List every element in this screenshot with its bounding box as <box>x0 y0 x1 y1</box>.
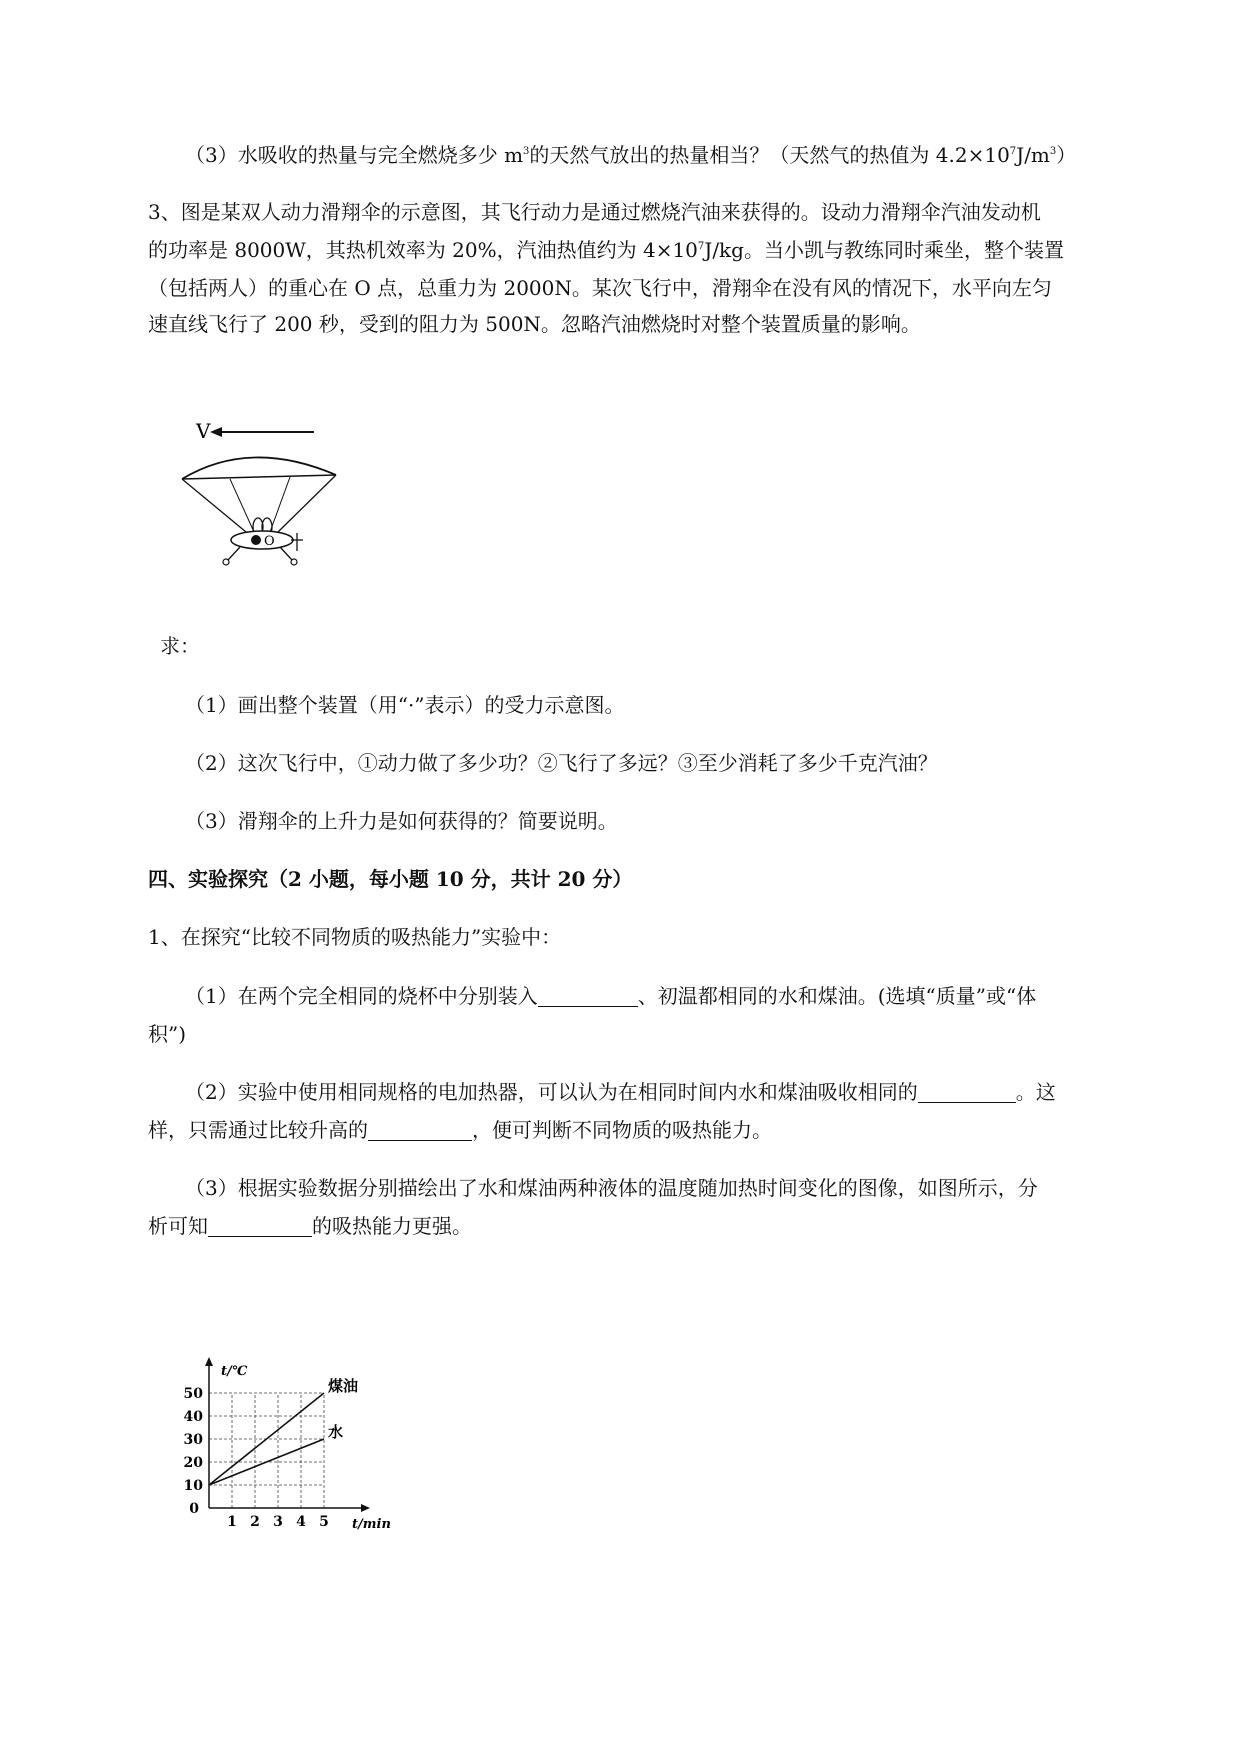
text-segment: J/m <box>1016 143 1050 167</box>
text-segment: 析可知 <box>148 1214 208 1238</box>
experiment-1-intro: 1、在探究“比较不同物质的吸热能力”实验中： <box>148 925 562 949</box>
y-tick-label: 40 <box>183 1409 203 1425</box>
question-3-line-4: 速直线飞行了 200 秒，受到的阻力为 500N。忽略汽油燃烧时对整个装置质量的影响。 <box>148 312 921 336</box>
y-tick-label: 20 <box>183 1455 203 1471</box>
ask-label: 求： <box>160 634 200 658</box>
section-4-title: 四、实验探究（2 小题，每小题 10 分，共计 20 分） <box>148 867 633 891</box>
superscript: 7 <box>1009 146 1017 157</box>
text-segment: 的吸热能力更强。 <box>312 1214 472 1238</box>
landing-gear <box>228 547 240 560</box>
x-axis-arrowhead <box>361 1504 370 1512</box>
series-label: 水 <box>328 1423 344 1441</box>
landing-gear <box>280 547 292 560</box>
question-3-line-2 <box>148 232 1158 268</box>
superscript: 7 <box>697 241 705 252</box>
y-tick-label: 10 <box>183 1478 203 1494</box>
center-dot <box>251 535 261 545</box>
wheel <box>291 559 297 565</box>
text-segment: ） <box>1056 143 1077 167</box>
y-tick-label: 30 <box>183 1432 203 1448</box>
text-segment: （1）在两个完全相同的烧杯中分别装入 <box>185 984 538 1008</box>
x-tick-label: 4 <box>296 1514 306 1530</box>
question-3-line-1: 3、图是某双人动力滑翔伞的示意图，其飞行动力是通过燃烧汽油来获得的。设动力滑翔伞汽油发动机 <box>148 200 1041 224</box>
temperature-time-chart <box>165 1340 405 1540</box>
y-axis-arrowhead <box>205 1357 213 1366</box>
text-segment: （3）水吸收的热量与完全燃烧多少 m <box>185 143 524 167</box>
experiment-1-sub-3: （3）根据实验数据分别描绘出了水和煤油两种液体的温度随加热时间变化的图像，如图所示，分 <box>185 1176 1038 1200</box>
text-segment: 样，只需通过比较升高的 <box>148 1118 368 1142</box>
question-2-part-3 <box>185 137 1160 173</box>
experiment-1-sub-3-cont <box>148 1208 1158 1244</box>
suspension-line <box>230 479 254 532</box>
suspension-line <box>182 479 246 532</box>
origin-label: 0 <box>189 1501 199 1517</box>
superscript: 3 <box>1049 146 1057 157</box>
text-segment: （2）实验中使用相同规格的电加热器，可以认为在相同时间内水和煤油吸收相同的 <box>185 1080 918 1104</box>
y-axis-label: t/℃ <box>221 1364 248 1379</box>
question-3-sub-3: （3）滑翔伞的上升力是如何获得的？简要说明。 <box>185 809 618 833</box>
text-segment: J/kg。当小凯与教练同时乘坐，整个装置 <box>704 238 1064 262</box>
text-segment: 的天然气放出的热量相当？（天然气的热值为 4.2×10 <box>529 143 1010 167</box>
experiment-1-sub-1 <box>185 978 1160 1014</box>
y-tick-label: 50 <box>183 1386 203 1402</box>
x-tick-label: 1 <box>227 1514 237 1530</box>
x-tick-label: 5 <box>319 1514 329 1530</box>
experiment-1-sub-1-cont: 积”) <box>148 1022 187 1046</box>
answer-blank[interactable] <box>368 1116 472 1141</box>
question-3-sub-1: （1）画出整个装置（用“·”表示）的受力示意图。 <box>185 693 625 717</box>
text-segment: ，便可判断不同物质的吸热能力。 <box>472 1118 772 1142</box>
text-segment: 的功率是 8000W，其热机效率为 20%，汽油热值约为 4×10 <box>148 238 698 262</box>
x-axis-label: t/min <box>352 1517 391 1532</box>
experiment-1-sub-2 <box>185 1074 1160 1110</box>
x-tick-label: 2 <box>250 1514 260 1530</box>
series-label: 煤油 <box>328 1377 359 1395</box>
wheel <box>223 559 229 565</box>
canopy-bottom <box>182 475 336 479</box>
experiment-1-sub-2-cont <box>148 1112 1158 1148</box>
answer-blank[interactable] <box>208 1212 312 1237</box>
question-3-line-3: （包括两人）的重心在 O 点，总重力为 2000N。某次飞行中，滑翔伞在没有风的情况下，水平向左匀 <box>148 276 1052 300</box>
cart-body <box>231 531 293 549</box>
text-segment: 。这 <box>1015 1080 1056 1104</box>
answer-blank[interactable] <box>918 1078 1016 1103</box>
velocity-arrowhead <box>210 427 222 437</box>
point-o-label: O <box>264 534 275 549</box>
answer-blank[interactable] <box>538 982 638 1007</box>
question-3-sub-2: （2）这次飞行中，①动力做了多少功？②飞行了多远？③至少消耗了多少千克汽油？ <box>185 751 938 775</box>
suspension-line <box>278 475 336 532</box>
paraglider-figure <box>170 410 350 580</box>
velocity-label: V <box>196 419 211 443</box>
x-tick-label: 3 <box>273 1514 283 1530</box>
text-segment: 、初温都相同的水和煤油。(选填“质量”或“体 <box>637 984 1037 1008</box>
superscript: 3 <box>523 146 530 157</box>
